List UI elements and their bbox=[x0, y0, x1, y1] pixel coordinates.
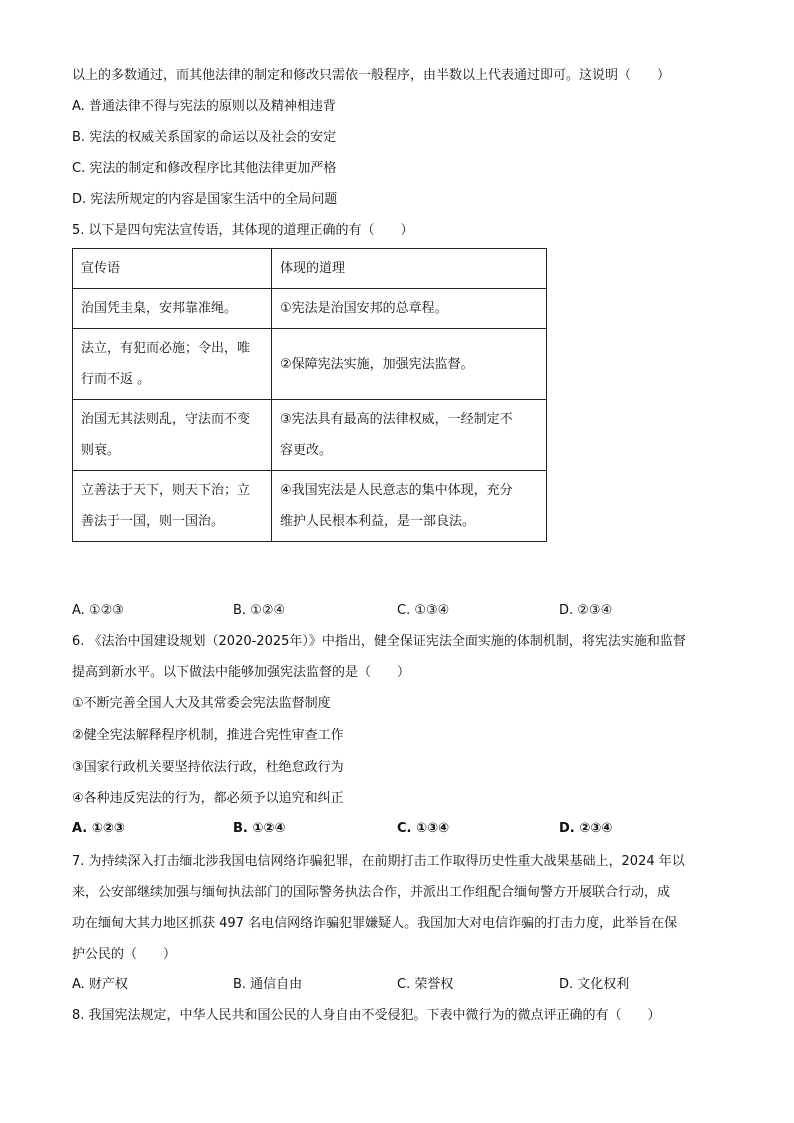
principle-cell bbox=[272, 289, 547, 329]
principle-cell bbox=[272, 471, 547, 542]
cell-line: 治国无其法则乱，守法而不变 bbox=[81, 412, 251, 427]
q6-option-c: C. ①③④ bbox=[397, 821, 450, 836]
cell-line: 容更改。 bbox=[280, 443, 333, 458]
table-row bbox=[73, 400, 547, 471]
q7-option-c: C. 荣誉权 bbox=[397, 977, 454, 992]
slogan-cell bbox=[73, 289, 272, 329]
q4-option-b: B. 宪法的权威关系国家的命运以及社会的安定 bbox=[72, 130, 337, 145]
q7-stem-line-1: 7. 为持续深入打击缅北涉我国电信网络诈骗犯罪，在前期打击工作取得历史性重大战果基础上，2024 年以 bbox=[72, 854, 685, 869]
cell-line: 行而不返 。 bbox=[81, 372, 151, 387]
q8-stem: 8. 我国宪法规定，中华人民共和国公民的人身自由不受侵犯。下表中微行为的微点评正确的有（ ） bbox=[72, 1008, 661, 1023]
q6-stem-line-2: 提高到新水平。以下做法中能够加强宪法监督的是（ ） bbox=[72, 665, 411, 680]
q6-options bbox=[72, 819, 722, 839]
q4-option-d: D. 宪法所规定的内容是国家生活中的全局问题 bbox=[72, 192, 338, 207]
q7-options bbox=[72, 975, 722, 995]
table-row bbox=[73, 471, 547, 542]
q7-option-a: A. 财产权 bbox=[72, 977, 128, 992]
q6-option-d: D. ②③④ bbox=[559, 821, 613, 836]
cell-line: 则衰。 bbox=[81, 443, 121, 458]
cell-line: ④我国宪法是人民意志的集中体现，充分 bbox=[280, 483, 513, 498]
table-header-slogan: 宣传语 bbox=[73, 249, 272, 289]
cell-line: 善法于一国，则一国治。 bbox=[81, 514, 225, 529]
q5-stem: 5. 以下是四句宪法宣传语，其体现的道理正确的有（ ） bbox=[72, 223, 414, 238]
q5-option-b: B. ①②④ bbox=[233, 603, 286, 618]
cell-line: ③宪法具有最高的法律权威，一经制定不 bbox=[280, 412, 513, 427]
table-row bbox=[73, 329, 547, 400]
table-header-row bbox=[73, 249, 547, 289]
q6-option-a: A. ①②③ bbox=[72, 821, 125, 836]
cell-line: 维护人民根本利益，是一部良法。 bbox=[280, 514, 476, 529]
q6-item-3: ③国家行政机关要坚持依法行政，杜绝怠政行为 bbox=[72, 760, 344, 775]
q4-option-a: A. 普通法律不得与宪法的原则以及精神相违背 bbox=[72, 99, 336, 114]
cell-line: 法立，有犯而必施；令出，唯 bbox=[81, 341, 251, 356]
q5-option-c: C. ①③④ bbox=[397, 603, 450, 618]
q7-stem-line-4: 护公民的（ ） bbox=[72, 947, 177, 962]
q7-stem-line-2: 来，公安部继续加强与缅甸执法部门的国际警务执法合作，并派出工作组配合缅甸警方开展联合行动，成 bbox=[72, 885, 671, 900]
q6-item-2: ②健全宪法解释程序机制，推进合宪性审查工作 bbox=[72, 728, 344, 743]
principle-cell bbox=[272, 400, 547, 471]
slogan-table bbox=[72, 248, 547, 542]
q4-stem-tail: 以上的多数通过，而其他法律的制定和修改只需依一般程序，由半数以上代表通过即可。这说明（ ） bbox=[72, 68, 671, 83]
table-header-principle: 体现的道理 bbox=[272, 249, 547, 289]
q7-stem-line-3: 功在缅甸大其力地区抓获 497 名电信网络诈骗犯罪嫌疑人。我国加大对电信诈骗的打击力度，此举旨在保 bbox=[72, 916, 678, 931]
q5-options bbox=[72, 601, 722, 621]
q6-item-1: ①不断完善全国人大及其常委会宪法监督制度 bbox=[72, 696, 331, 711]
q6-item-4: ④各种违反宪法的行为，都必须予以追究和纠正 bbox=[72, 791, 344, 806]
principle-cell bbox=[272, 329, 547, 400]
cell-line: 治国凭圭臬，安邦靠准绳。 bbox=[81, 301, 238, 316]
q6-option-b: B. ①②④ bbox=[233, 821, 286, 836]
q7-option-d: D. 文化权利 bbox=[559, 977, 630, 992]
q6-stem-line-1: 6. 《法治中国建设规划（2020-2025年）》中指出，健全保证宪法全面实施的体制机制，将宪法实施和监督 bbox=[72, 634, 686, 649]
q5-option-d: D. ②③④ bbox=[559, 603, 613, 618]
cell-line: ①宪法是治国安邦的总章程。 bbox=[280, 301, 448, 316]
cell-line: 立善法于天下，则天下治；立 bbox=[81, 483, 251, 498]
table-row bbox=[73, 289, 547, 329]
slogan-cell bbox=[73, 400, 272, 471]
slogan-cell bbox=[73, 471, 272, 542]
cell-line: ②保障宪法实施，加强宪法监督。 bbox=[280, 356, 474, 372]
q5-option-a: A. ①②③ bbox=[72, 603, 124, 618]
q7-option-b: B. 通信自由 bbox=[233, 977, 303, 992]
slogan-cell bbox=[73, 329, 272, 400]
q4-option-c: C. 宪法的制定和修改程序比其他法律更加严格 bbox=[72, 161, 337, 176]
